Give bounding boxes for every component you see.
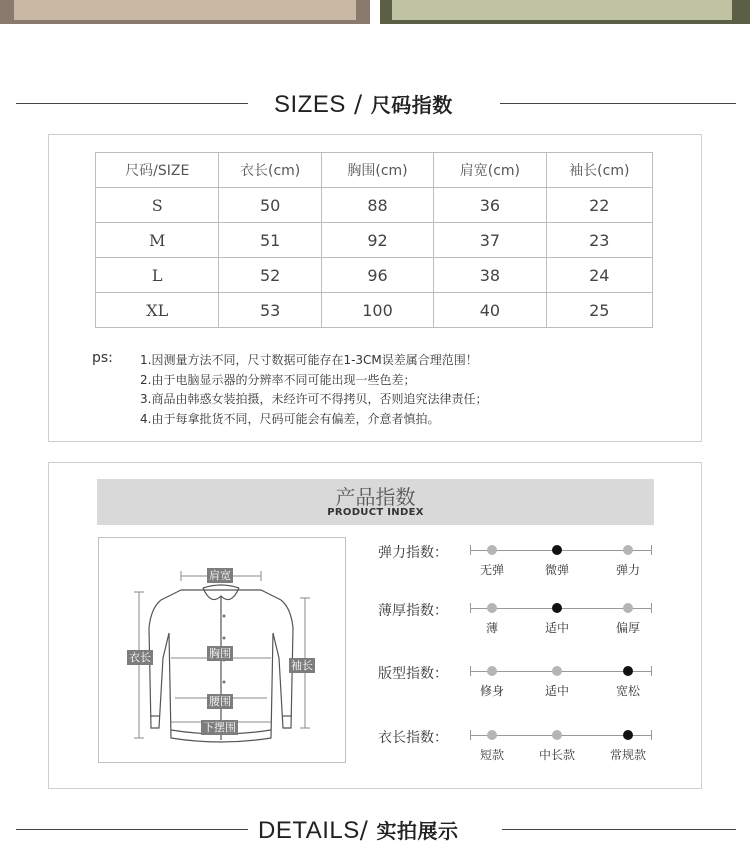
index-option-label: 适中 (544, 684, 569, 698)
index-dot-selected (623, 666, 633, 676)
index-label: 衣长指数： (378, 730, 448, 746)
table-cell: 37 (434, 223, 546, 258)
table-cell: 24 (546, 258, 652, 293)
index-dot (552, 730, 562, 740)
index-scale-tick (651, 730, 652, 740)
table-cell: 96 (321, 258, 433, 293)
table-cell: 36 (434, 188, 546, 223)
top-photo-right-detail (392, 0, 732, 20)
table-cell: 25 (546, 293, 652, 328)
table-cell: 100 (321, 293, 433, 328)
size-table-header: 胸围(cm) (321, 153, 433, 188)
size-table (95, 152, 653, 328)
index-option-label: 薄 (485, 621, 498, 635)
tag-waist: 腰围 (209, 695, 231, 708)
index-option-label: 微弹 (544, 563, 569, 577)
note-item: 4.由于每拿批货不同，尺码可能会有偏差，介意者慎拍。 (140, 412, 440, 426)
index-option-label: 弹力 (615, 563, 640, 577)
table-cell: 51 (219, 223, 321, 258)
note-item: 3.商品由韩惑女装拍摄，未经许可不得拷贝，否则追究法律责任； (140, 392, 488, 406)
index-scale-tick (470, 666, 471, 676)
size-table-header: 袖长(cm) (546, 153, 652, 188)
note-item: 1.因测量方法不同，尺寸数据可能存在1-3CM误差属合理范围！ (140, 353, 478, 367)
sizes-heading-cn: 尺码指数 (370, 93, 453, 117)
index-dot (623, 545, 633, 555)
table-cell: 53 (219, 293, 321, 328)
note-item: 2.由于电脑显示器的分辨率不同可能出现一些色差； (140, 373, 416, 387)
product-index-title: 产品指数 (335, 485, 416, 509)
index-option-label: 无弹 (479, 563, 504, 577)
index-option-label: 常规款 (609, 748, 646, 762)
sizes-heading (274, 89, 453, 119)
tag-length: 衣长 (129, 651, 151, 664)
index-option-label: 中长款 (538, 748, 575, 762)
table-cell: 40 (434, 293, 546, 328)
index-option-label: 宽松 (615, 684, 640, 698)
table-row (96, 258, 653, 293)
table-row (96, 223, 653, 258)
index-label: 薄厚指数： (378, 603, 448, 619)
table-cell: 23 (546, 223, 652, 258)
sizes-heading-en: SIZES (274, 91, 346, 118)
sizes-heading-line-right (500, 103, 736, 104)
table-cell: 88 (321, 188, 433, 223)
tag-shoulder: 肩宽 (209, 569, 231, 582)
sizes-heading-line-left (16, 103, 248, 104)
index-scale-tick (651, 666, 652, 676)
index-scale-tick (470, 603, 471, 613)
index-dot (487, 603, 497, 613)
size-cell: L (96, 258, 219, 293)
details-heading (258, 815, 458, 845)
tag-chest: 胸围 (209, 647, 231, 660)
notes-label: ps: (92, 350, 113, 366)
size-cell: S (96, 188, 219, 223)
details-heading-line-left (16, 829, 248, 830)
index-dot (552, 666, 562, 676)
index-option-label: 偏厚 (615, 621, 640, 635)
size-table-header: 衣长(cm) (219, 153, 321, 188)
details-heading-separator: / (359, 816, 377, 844)
index-option-label: 适中 (544, 621, 569, 635)
index-dot-selected (623, 730, 633, 740)
size-cell: M (96, 223, 219, 258)
index-dot (487, 730, 497, 740)
index-dot-selected (552, 603, 562, 613)
top-photo-left-detail (14, 0, 356, 20)
size-table-header: 尺码/SIZE (96, 153, 219, 188)
size-table-header-row (96, 153, 653, 188)
table-cell: 92 (321, 223, 433, 258)
size-cell: XL (96, 293, 219, 328)
tag-sleeve: 袖长 (291, 659, 313, 672)
index-dot (623, 603, 633, 613)
sizes-heading-separator: / (345, 90, 371, 118)
details-heading-line-right (502, 829, 736, 830)
index-label: 版型指数： (378, 666, 448, 682)
table-row (96, 293, 653, 328)
details-heading-cn: 实拍展示 (376, 819, 459, 843)
garment-diagram (98, 537, 346, 763)
table-row (96, 188, 653, 223)
details-heading-en: DETAILS (258, 817, 360, 844)
table-cell: 52 (219, 258, 321, 293)
index-scale-tick (470, 730, 471, 740)
index-dot (487, 545, 497, 555)
index-option-label: 修身 (479, 684, 504, 698)
product-index-subtitle: PRODUCT INDEX (327, 507, 424, 518)
index-option-label: 短款 (479, 748, 504, 762)
index-dot (487, 666, 497, 676)
table-cell: 50 (219, 188, 321, 223)
size-table-header: 肩宽(cm) (434, 153, 546, 188)
index-scale-tick (651, 603, 652, 613)
table-cell: 22 (546, 188, 652, 223)
table-cell: 38 (434, 258, 546, 293)
tag-hem: 下摆围 (203, 721, 236, 734)
index-scale-tick (470, 545, 471, 555)
index-dot-selected (552, 545, 562, 555)
index-label: 弹力指数： (378, 545, 448, 561)
index-scale-tick (651, 545, 652, 555)
